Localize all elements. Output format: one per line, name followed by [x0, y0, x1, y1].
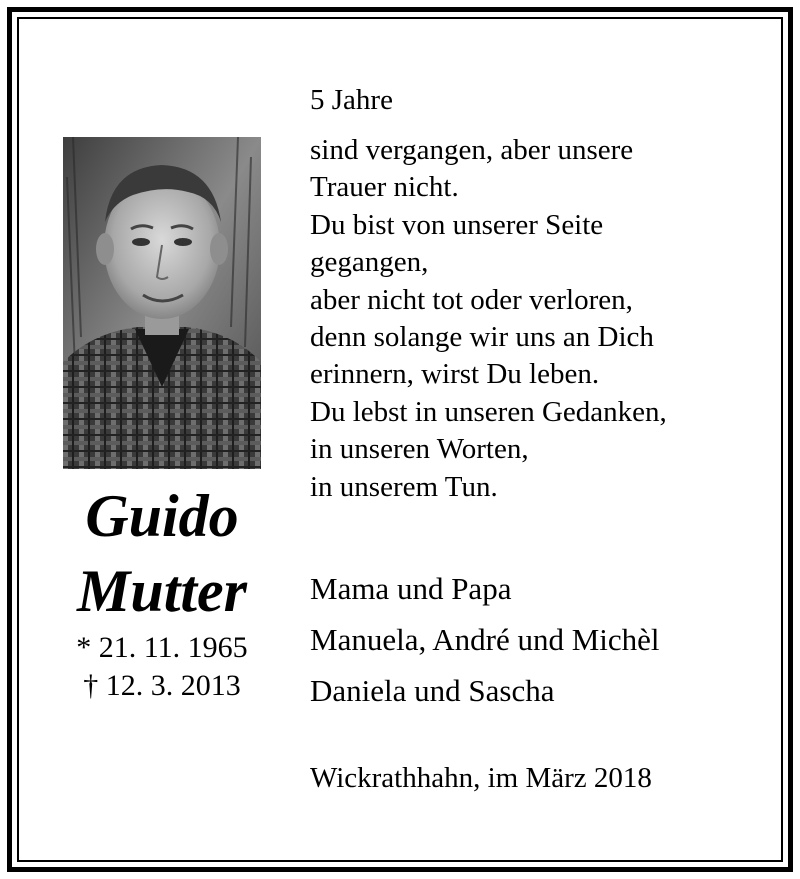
- poem-line: in unserem Tun.: [310, 470, 498, 503]
- portrait-photo: [63, 137, 261, 469]
- mourner-entry: Mama und Papa: [310, 571, 512, 606]
- poem-heading: 5 Jahre: [310, 84, 393, 116]
- poem-line: aber nicht tot oder verloren,: [310, 283, 633, 316]
- poem: [310, 132, 667, 506]
- poem-line: denn solange wir uns an Dich: [310, 321, 654, 354]
- poem-line: sind vergangen, aber unsere: [310, 134, 634, 166]
- last-name: Mutter: [76, 558, 248, 624]
- poem-line: erinnern, wirst Du leben.: [310, 358, 600, 391]
- mourners-list: [310, 563, 660, 716]
- place-and-date: Wickrathhahn, im März 2018: [310, 762, 652, 794]
- birth-date: * 21. 11. 1965: [76, 631, 248, 664]
- death-date: † 12. 3. 2013: [83, 669, 241, 702]
- poem-line: Trauer nicht.: [310, 171, 459, 204]
- poem-line: in unseren Worten,: [310, 433, 529, 466]
- poem-line: Du lebst in unseren Gedanken,: [310, 395, 667, 428]
- mourner-entry: Daniela und Sascha: [310, 673, 555, 708]
- first-name: Guido: [85, 483, 239, 549]
- mourner-entry: Manuela, André und Michèl: [310, 622, 660, 657]
- poem-line: gegangen,: [310, 246, 429, 279]
- poem-line: Du bist von unserer Seite: [310, 208, 604, 241]
